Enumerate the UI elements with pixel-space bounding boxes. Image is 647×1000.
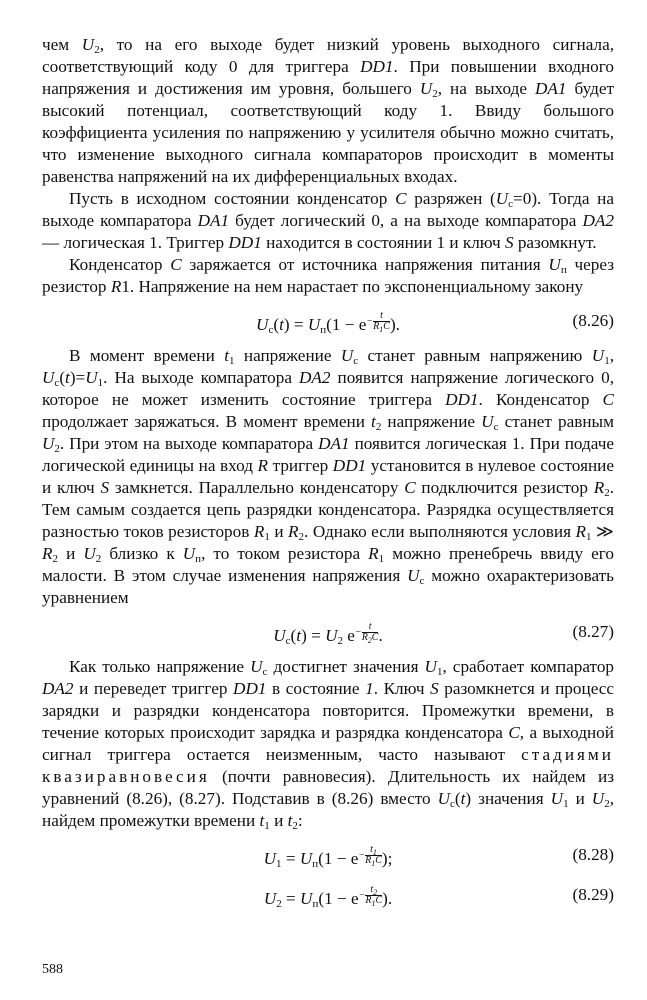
paragraph-5: Как только напряжение $U_с$ достигнет значения $U_1$, сработает компаратор DA2 и переведет триггер DD1 в состояние 1. Ключ S разомкнется и процесс зарядки и разрядки конденсатора повторится. Промежутки времени, в течение которых происходит зарядка и разрядка конденсатора C, а выходной сигнал триггера остается неизменным, часто называют стадиями квазиравновесия (почти равновесия). Длительность их найдем из уравнений (8.26), (8.27). Подставив в (8.26) вместо $U_с(t)$ значения $U_1$ и $U_2$, найдем промежутки времени $t_1$ и $t_2$: <box>42 657 615 832</box>
equation-number: (8.27) <box>572 622 614 641</box>
equation-formula: $U_2 = U_п(1 - e-$ $\frac{t_2}{R_1C}$ ). <box>263 884 393 910</box>
paragraph-2: Пусть в исходном состоянии конденсатор C разряжен $(U_с=0)$. Тогда на выходе компаратора DA1 будет логический 0, а на выходе компаратора DA2 — логическая 1. Триггер DD1 находится в состоянии 1 и ключ S разомкнут. <box>42 189 614 252</box>
equation-8-29 <box>42 879 614 913</box>
equation-8-26 <box>42 305 614 339</box>
equation-formula: $U_1 = U_п(1 - e-$ $\frac{t_1}{R_1C}$ ); <box>263 844 393 870</box>
equation-8-27 <box>42 616 614 650</box>
equation-formula: $U_с(t) = U_2$ e− $\frac{t}{R_2C}$ . <box>273 621 383 647</box>
equation-formula: $U_с(t) = U_п(1 - e-$ $\frac{t}{R_1C}$ ). <box>256 310 400 336</box>
equation-number: (8.28) <box>572 845 614 864</box>
equation-number: (8.29) <box>572 885 614 904</box>
page-number: 588 <box>42 962 63 977</box>
equation-number: (8.26) <box>572 311 614 330</box>
equation-8-28 <box>42 839 614 873</box>
paragraph-1: чем $U_2$, то на его выходе будет низкий уровень выходного сигнала, соответствующий коду 0 для триггера DD1. При повышении входного напряжения и достижения им уровня, большего $U_2$, на выходе DA1 будет высокий потенциал, соответствующий коду 1. Ввиду большого коэффициента усиления по напряжению у усилителя обычно можно считать, что изменение выходного сигнала компараторов происходит в моменты равенства напряжений на их дифференциальных входах. <box>42 35 614 186</box>
page-body <box>42 34 614 919</box>
paragraph-3: Конденсатор C заряжается от источника напряжения питания $U_п$ через резистор R1. Напряжение на нем нарастает по экспоненциальному закону <box>42 255 614 296</box>
paragraph-4: В момент времени $t_1$ напряжение $U_с$ станет равным напряжению $U_1$, $U_с(t)=U_1$. На выходе компаратора DA2 появится напряжение логического 0, которое не может изменить состояние триггера DD1. Конденсатор C продолжает заряжаться. В момент времени $t_2$ напряжение $U_с$ станет равным $U_2$. При этом на выходе компаратора DA1 появится логическая 1. При подаче логической единицы на вход R триггер DD1 установится в нулевое состояние и ключ S замкнется. Параллельно конденсатору C подключится резистор $R_2$. Тем самым создается цепь разрядки конденсатора. Разрядка осуществляется разностью токов резисторов $R_1$ и $R_2$. Однако если выполняются условия $R_1$ ≫ $R_2$ и $U_2$ близко к $U_п$, то током резистора $R_1$ можно пренебречь ввиду его малости. В этом случае изменения напряжения $U_с$ можно охарактеризовать уравнением <box>42 346 615 607</box>
